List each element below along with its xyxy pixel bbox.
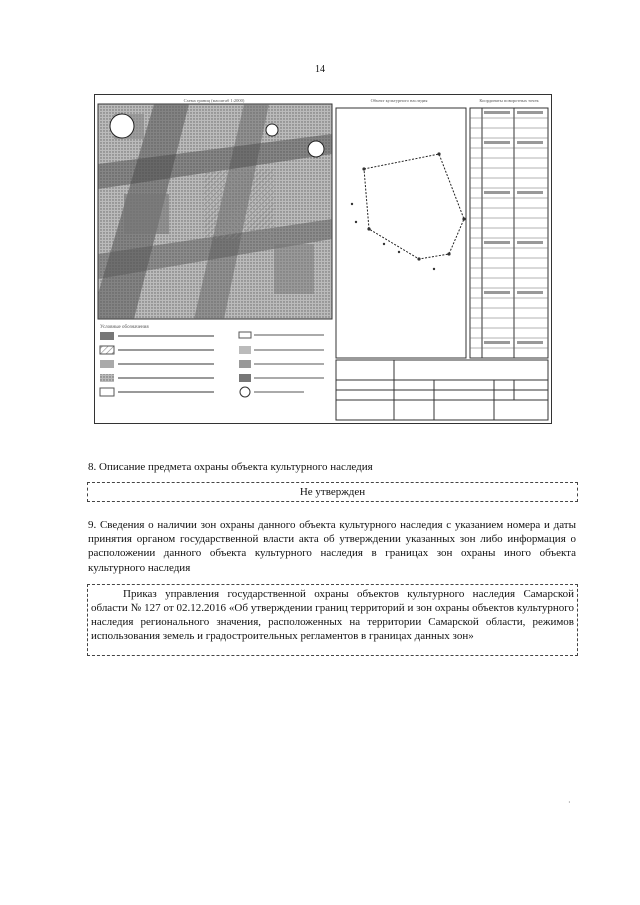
page-number: 14 [315, 64, 325, 75]
section-9-value: Приказ управления государственной охраны объектов культурного наследия Самарской области № 127 от 02.12.2016 «Об утверждении границ территорий и зон охраны объектов культурного наследия регионального значения, расположенных на территории Самарской области, режимов использования земель и градостроительных регламентов в границах данных зон» [87, 584, 578, 656]
svg-text:Координаты поворотных точек: Координаты поворотных точек [479, 98, 539, 103]
section-8-heading: 8. Описание предмета охраны объекта культурного наследия [88, 461, 373, 473]
svg-text:Объект культурного наследия: Объект культурного наследия [370, 98, 428, 103]
coordinates-table [470, 98, 548, 358]
legend-header: Условные обозначения [100, 325, 149, 330]
map-title: Схема границ (масштаб 1:2000) [183, 98, 245, 103]
object-outline-panel [336, 98, 466, 358]
footer-mark: · [568, 798, 571, 807]
aerial-map [98, 104, 332, 319]
site-plan-drawing [94, 94, 552, 424]
section-9-heading: 9. Сведения о наличии зон охраны данного объекта культурного наследия с указанием номера и даты принятия органом государственной власти акта об утверждении указанных зон либо информация о расположении данного объекта культурного наследия в границах зон охраны иного объекта культурного наследия [88, 519, 576, 574]
section-8-value: Не утвержден [87, 482, 578, 502]
